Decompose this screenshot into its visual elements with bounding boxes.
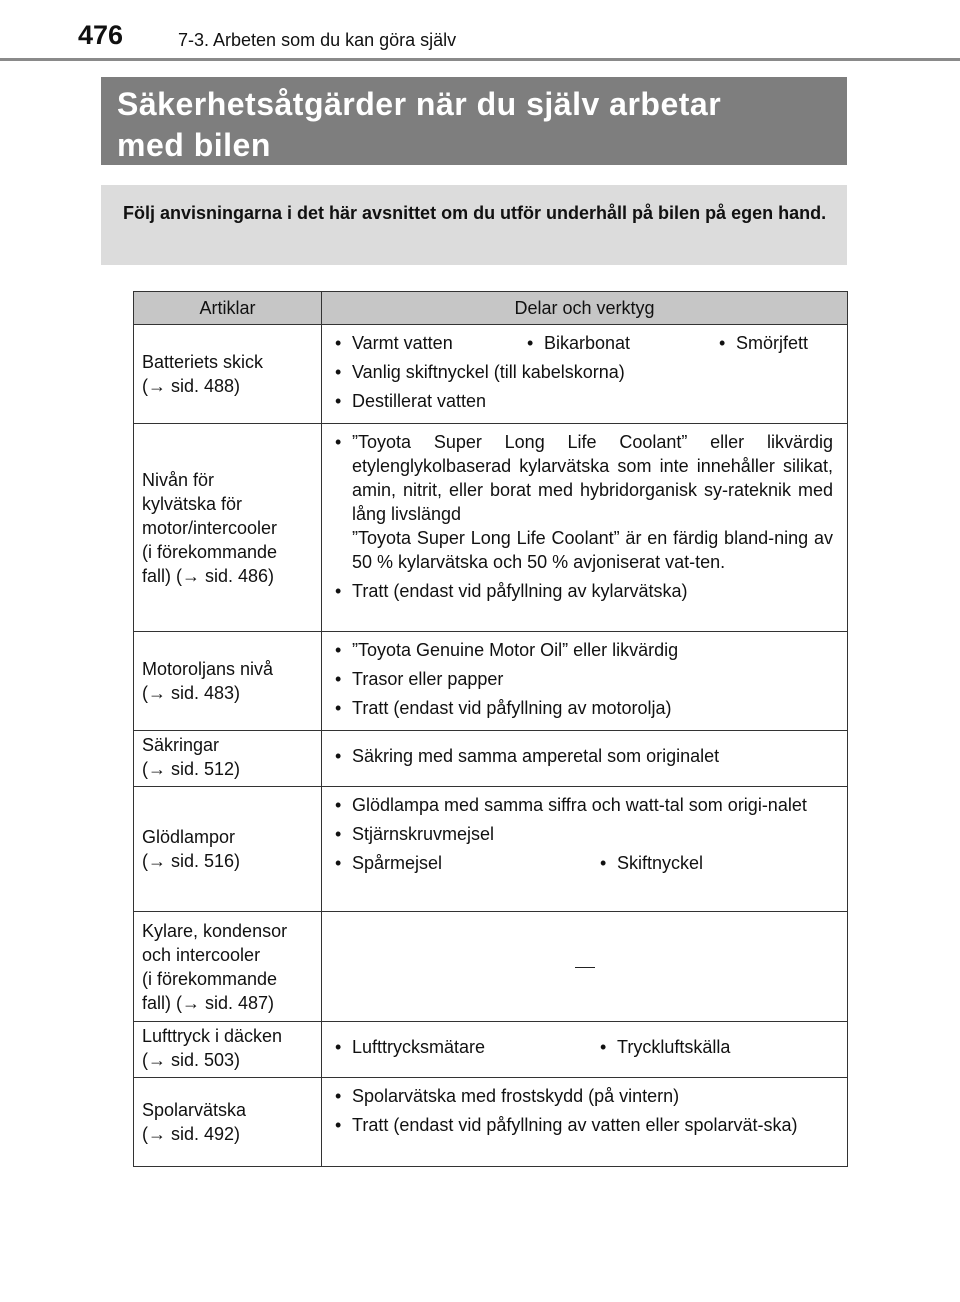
article-cell (134, 1022, 322, 1078)
article-cell (134, 325, 322, 424)
column-header-parts-tools: Delar och verktyg (322, 292, 848, 325)
table-row (134, 325, 848, 424)
items-cell (322, 731, 848, 787)
tools-table (133, 291, 848, 1167)
article-name: kylvätska för (142, 493, 243, 514)
item-entry: • Säkring med samma amperetal som originalet (329, 744, 833, 768)
page-number: 476 (78, 20, 124, 50)
article-name: Spolarvätska (142, 1100, 247, 1120)
item-entry: • Tryckluftskälla (594, 1035, 730, 1059)
section-title (101, 77, 847, 165)
item-entry: • Stjärnskruvmejsel (329, 822, 833, 846)
item-entry: • Tratt (endast vid påfyllning av motorolja) (329, 696, 833, 720)
section-title-line: Säkerhetsåtgärder när du själv arbetar (117, 86, 722, 122)
item-entry: • Glödlampa med samma siffra och watt-tal som origi-nalet (329, 793, 833, 817)
dash-mark (575, 967, 595, 968)
section-title-line: med bilen (117, 127, 271, 163)
article-name: (i förekommande (142, 968, 278, 989)
page-reference: (→ sid. 492) (142, 1124, 241, 1144)
item-entry: • Lufttrycksmätare (329, 1035, 584, 1059)
table-row (134, 424, 848, 632)
item-group (329, 1035, 833, 1059)
article-cell (134, 632, 322, 731)
article-name: (i förekommande (142, 541, 278, 562)
page-reference: (→ sid. 503) (142, 1050, 241, 1070)
article-name: motor/intercooler (142, 517, 278, 538)
header-divider (0, 58, 960, 61)
article-name: Nivån för (142, 469, 215, 490)
page-reference: (→ sid. 488) (142, 376, 241, 396)
items-cell (322, 787, 848, 912)
item-entry: • Varmt vatten (329, 331, 508, 355)
article-cell (134, 731, 322, 787)
article-name: och intercooler (142, 944, 261, 965)
article-cell (134, 787, 322, 912)
page-reference: (→ sid. 483) (142, 683, 241, 703)
table-row (134, 632, 848, 731)
item-entry: • Spårmejsel (329, 851, 584, 875)
item-note: ”Toyota Super Long Life Coolant” är en färdig bland-ning av 50 % kylarvätska och 50 % avjoniserat vat-ten. (352, 528, 833, 572)
item-entry: • Smörjfett (713, 331, 808, 355)
article-name: Lufttryck i däcken (142, 1026, 283, 1046)
item-entry: • Vanlig skiftnyckel (till kabelskorna) (329, 360, 833, 384)
article-name: Batteriets skick (142, 352, 264, 372)
chapter-heading: 7-3. Arbeten som du kan göra själv (178, 30, 457, 50)
table-row (134, 1078, 848, 1167)
items-cell (322, 632, 848, 731)
intro-box: Följ anvisningarna i det här avsnittet om du utför underhåll på bilen på egen hand. (101, 185, 847, 265)
article-name: Säkringar (142, 735, 220, 755)
article-cell (134, 912, 322, 1022)
article-name: Kylare, kondensor (142, 920, 288, 941)
item-entry: • Tratt (endast vid påfyllning av vatten eller spolarvät-ska) (329, 1113, 833, 1137)
item-entry: • Spolarvätska med frostskydd (på vintern) (329, 1084, 833, 1108)
table-row (134, 912, 848, 1022)
items-cell (322, 325, 848, 424)
item-entry: • Destillerat vatten (329, 389, 833, 413)
table-header-row (134, 292, 848, 325)
item-entry: • Skiftnyckel (594, 851, 703, 875)
items-cell (322, 1078, 848, 1167)
article-name: Motoroljans nivå (142, 659, 274, 679)
item-group (329, 851, 833, 875)
item-entry: • ”Toyota Super Long Life Coolant” eller likvärdig etylenglykolbaserad kylarvätska som inte innehåller silikat, amin, nitrit, eller borat med hybridorganisk sy-rateknik med lång livslängd (329, 430, 833, 526)
page-reference: (→ sid. 516) (142, 851, 241, 871)
column-header-articles: Artiklar (134, 292, 322, 325)
table-row (134, 1022, 848, 1078)
table-row (134, 787, 848, 912)
item-entry: • Tratt (endast vid påfyllning av kylarvätska) (329, 579, 833, 603)
article-cell (134, 1078, 322, 1167)
article-cell (134, 424, 322, 632)
item-group (329, 331, 833, 355)
item-entry: • Bikarbonat (521, 331, 700, 355)
page-reference: fall) (→ sid. 486) (142, 565, 275, 586)
item-entry: • ”Toyota Genuine Motor Oil” eller likvärdig (329, 638, 833, 662)
page-reference: fall) (→ sid. 487) (142, 992, 275, 1013)
items-cell (322, 424, 848, 632)
items-cell-empty (322, 912, 848, 1022)
article-name: Glödlampor (142, 827, 236, 847)
page-reference: (→ sid. 512) (142, 759, 241, 779)
table-row (134, 731, 848, 787)
item-entry: • Trasor eller papper (329, 667, 833, 691)
items-cell (322, 1022, 848, 1078)
